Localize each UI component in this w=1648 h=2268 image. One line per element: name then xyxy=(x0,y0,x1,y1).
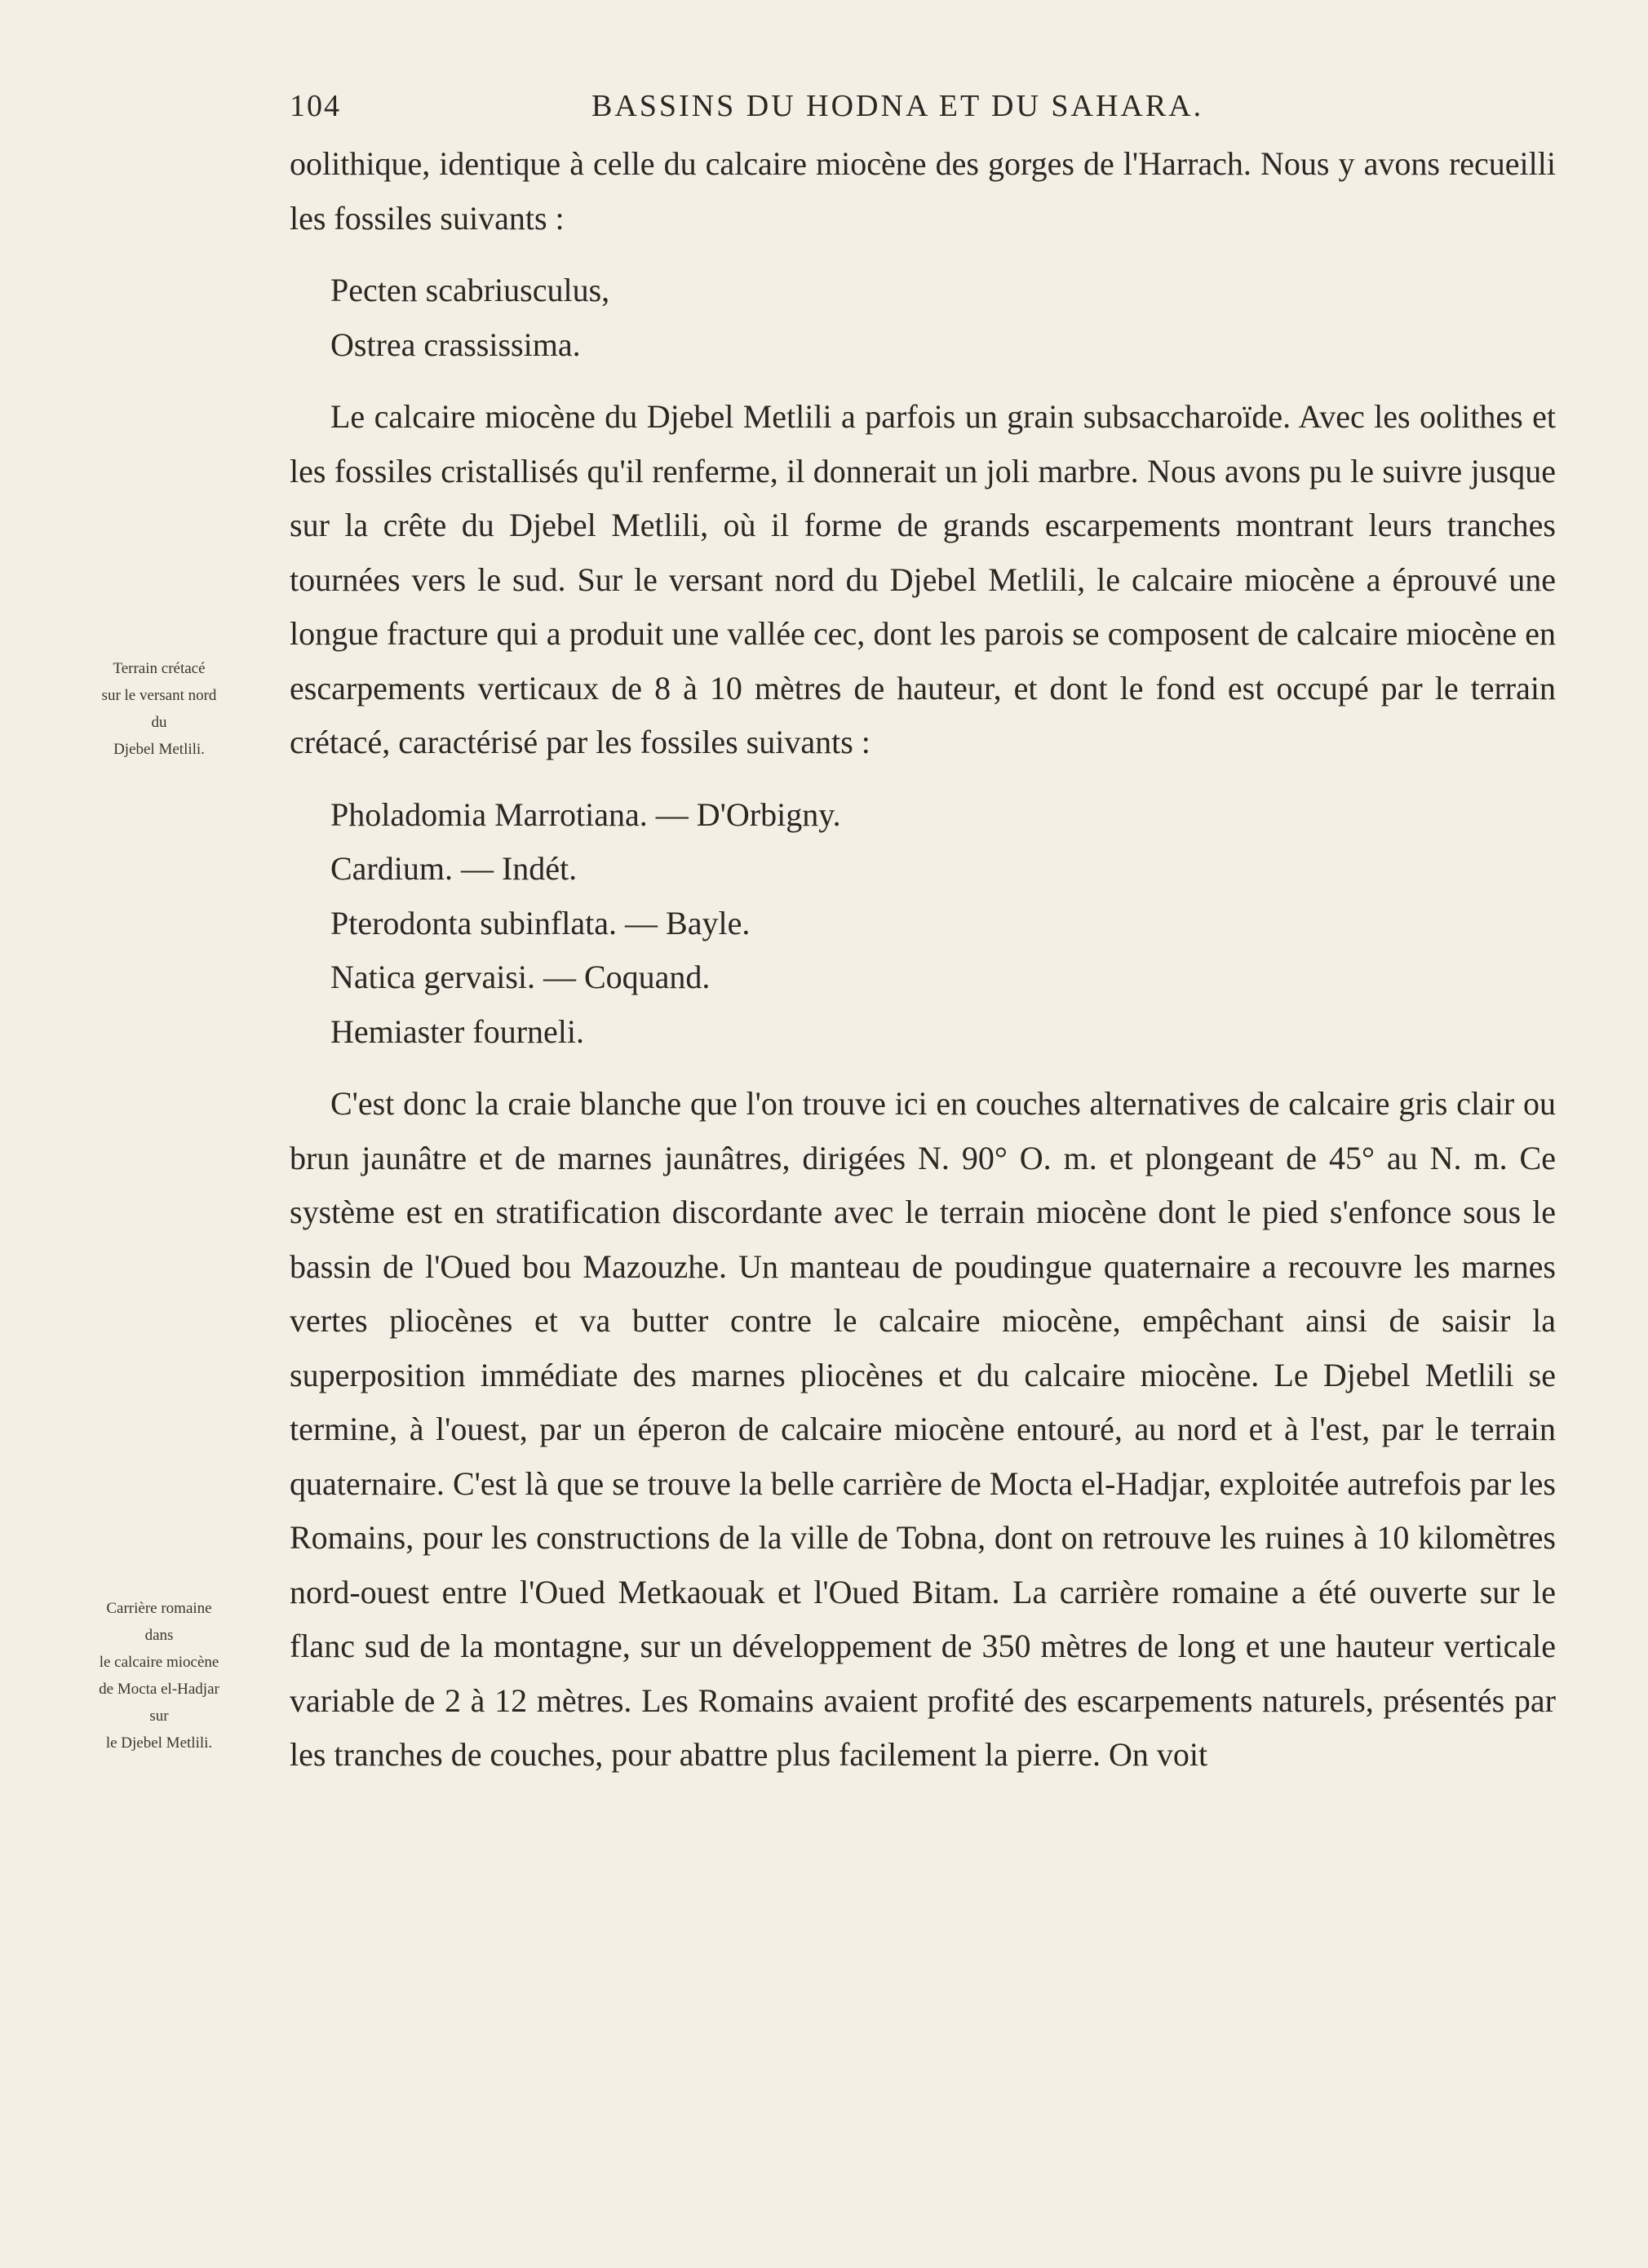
body-text xyxy=(290,137,1556,1783)
fossil-item: Pterodonta subinflata. — Bayle. xyxy=(330,904,751,941)
margin-note-line: le calcaire miocène xyxy=(99,1654,219,1671)
margin-note-line: Carrière romaine xyxy=(106,1600,212,1617)
fossil-list-cretaceous xyxy=(330,788,1556,1060)
fossil-item: Ostrea crassissima. xyxy=(330,326,581,363)
fossil-item: Hemiaster fourneli. xyxy=(330,1012,584,1050)
paragraph-metlili: Le calcaire miocène du Djebel Metlili a parfois un grain subsaccharoïde. Avec les oolithes et les fossiles cristallisés qu'il renferme, il donnerait un joli marbre. Nous avons pu le suivre jusque sur la crête du Djebel Metlili, où il forme de grands escarpements montrant leurs tranches tournées vers le sud. Sur le versant nord du Djebel Metlili, le calcaire miocène a éprouvé une longue fracture qui a produit une vallée cec, dont les parois se composent de calcaire miocène en escarpements verticaux de 8 à 10 mètres de hauteur, et dont le fond est occupé par le terrain crétacé, caractérisé par les fossiles suivants : xyxy=(290,398,1556,760)
paragraph-continuation: oolithique, identique à celle du calcaire miocène des gorges de l'Harrach. Nous y avons recueilli les fossiles suivants : xyxy=(290,145,1556,237)
running-head xyxy=(290,82,1562,131)
paragraph-craie-blanche: C'est donc la craie blanche que l'on trouve ici en couches alternatives de calcaire gris clair ou brun jaunâtre et de marnes jaunâtres, dirigées N. 90° O. m. et plongeant de 45° au N. m. Ce système est en stratification discordante avec le terrain miocène dont le pied s'enfonce sous le bassin de l'Oued bou Mazouzhe. Un manteau de poudingue quaternaire a recouvre les marnes vertes pliocènes et va butter contre le calcaire miocène, empêchant ainsi de saisir la superposition immédiate des marnes pliocènes et du calcaire miocène. Le Djebel Metlili se termine, à l'ouest, par un éperon de calcaire miocène entouré, au nord et à l'est, par le terrain quaternaire. C'est là que se trouve la belle carrière de Mocta el-Hadjar, exploitée autrefois par les Romains, pour les constructions de la ville de Tobna, dont on retrouve les ruines à 10 kilomètres nord-ouest entre l'Oued Metkaouak et l'Oued Bitam. La carrière romaine a été ouverte sur le flanc sud de la montagne, sur un développement de 350 mètres de long et une hauteur verticale variable de 2 à 12 mètres. Les Romains avaient profité des escarpements naturels, présentés par les tranches de couches, pour abattre plus facilement la pierre. On voit xyxy=(290,1085,1556,1773)
margin-note-line: Djebel Metlili. xyxy=(113,741,205,758)
page-number: 104 xyxy=(290,89,341,123)
margin-note-line: sur le versant nord xyxy=(101,687,217,704)
margin-note-line: dans xyxy=(144,1627,174,1644)
margin-note-cretaceous xyxy=(57,655,261,763)
margin-note-line: sur xyxy=(149,1708,169,1725)
fossil-item: Pholadomia Marrotiana. — D'Orbigny. xyxy=(330,795,841,833)
fossil-item: Pecten scabriusculus, xyxy=(330,272,610,308)
margin-note-line: Terrain crétacé xyxy=(113,660,206,677)
fossil-item: Cardium. — Indét. xyxy=(330,850,578,887)
margin-note-roman-quarry xyxy=(57,1595,261,1756)
fossil-item: Natica gervaisi. — Coquand. xyxy=(330,959,711,995)
margin-note-line: le Djebel Metlili. xyxy=(105,1734,213,1752)
margin-note-line: de Mocta el-Hadjar xyxy=(99,1681,219,1698)
margin-note-line: du xyxy=(151,714,167,731)
fossil-list-miocene xyxy=(330,264,1556,372)
running-title: BASSINS DU HODNA ET DU SAHARA. xyxy=(591,89,1204,123)
